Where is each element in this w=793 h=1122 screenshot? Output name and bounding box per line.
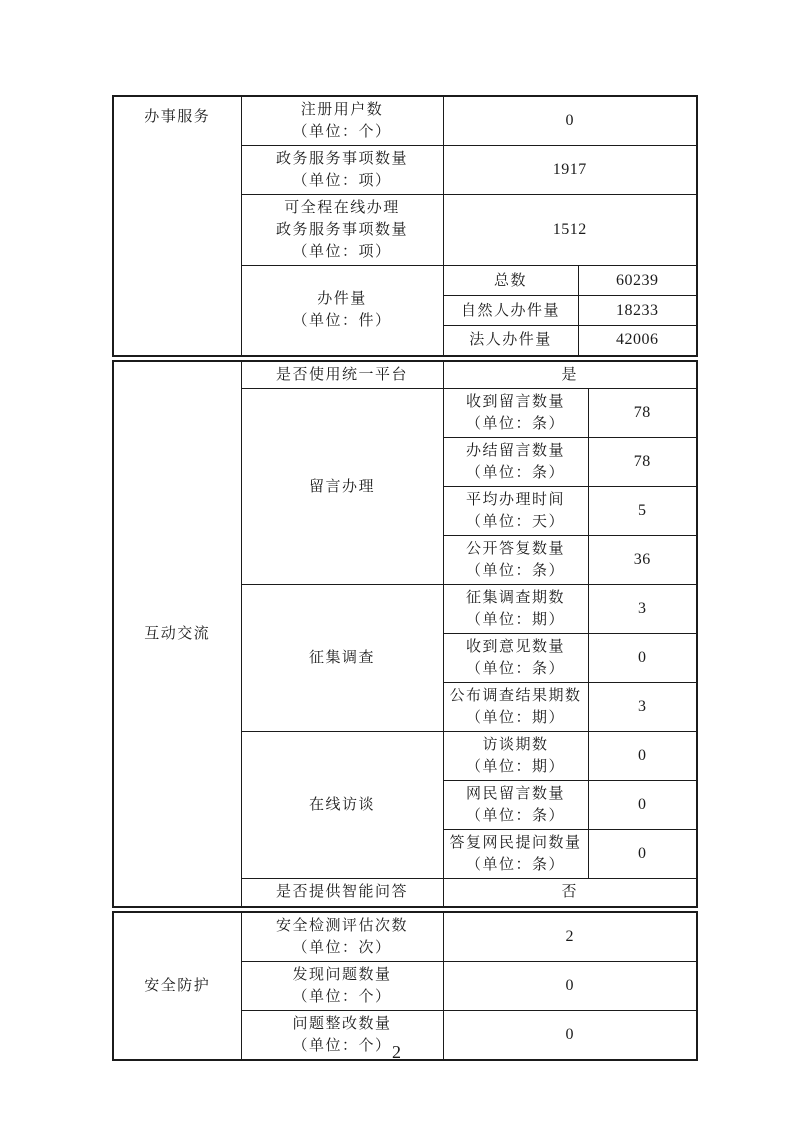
- metric-label-cell: [241, 961, 443, 1010]
- metric-label-cell: 征集调查: [241, 585, 443, 732]
- submetric-value-cell: 0: [588, 830, 697, 879]
- category-cell-security: [113, 912, 241, 1060]
- submetric-value-cell: 0: [588, 781, 697, 830]
- metric-label: 政务服务事项数量: [275, 151, 408, 167]
- submetric-unit: （单位：天）: [465, 514, 565, 530]
- metric-label-cell: 在线访谈: [241, 732, 443, 879]
- metric-label-cell: 是否使用统一平台: [241, 361, 443, 389]
- submetric-unit: （单位：条）: [465, 416, 565, 432]
- submetric-label-cell: [443, 732, 588, 781]
- metric-label-cell: [241, 146, 443, 195]
- submetric-label: 平均办理时间: [465, 492, 565, 508]
- metric-unit: （单位：个）: [292, 124, 392, 140]
- table-row: [113, 96, 697, 146]
- submetric-unit: （单位：条）: [465, 563, 565, 579]
- metric-value-cell: 2: [443, 912, 697, 962]
- submetric-unit: （单位：条）: [465, 661, 565, 677]
- category-label: 互动交流: [144, 625, 211, 642]
- submetric-label-cell: [443, 487, 588, 536]
- metric-label-cell: [241, 195, 443, 266]
- submetric-unit: （单位：条）: [465, 857, 565, 873]
- submetric-label: 访谈期数: [482, 737, 549, 753]
- metric-unit: （单位：项）: [292, 173, 392, 189]
- submetric-label: 收到留言数量: [465, 394, 565, 410]
- category-label: 办事服务: [144, 109, 211, 125]
- metric-label: 问题整改数量: [292, 1015, 392, 1032]
- submetric-value-cell: 0: [588, 634, 697, 683]
- submetric-value-cell: 3: [588, 683, 697, 732]
- submetric-value-cell: 60239: [578, 266, 697, 296]
- submetric-label: 网民留言数量: [465, 786, 565, 802]
- submetric-label: 公开答复数量: [465, 541, 565, 557]
- submetric-label-cell: [443, 781, 588, 830]
- submetric-label: 办结留言数量: [465, 443, 565, 459]
- metric-label-cell: [241, 266, 443, 356]
- submetric-label-cell: [443, 634, 588, 683]
- submetric-label-cell: [443, 389, 588, 438]
- submetric-unit: （单位：期）: [465, 710, 565, 726]
- metric-label: 可全程在线办理: [284, 200, 400, 216]
- metric-label-cell: 留言办理: [241, 389, 443, 585]
- metric-value-cell: 0: [443, 1010, 697, 1060]
- submetric-unit: （单位：期）: [465, 759, 565, 775]
- metric-unit: （单位：项）: [292, 244, 392, 260]
- metric-value-cell: 是: [443, 361, 697, 389]
- submetric-value-cell: 78: [588, 438, 697, 487]
- page-number: 2: [392, 1042, 401, 1062]
- submetric-label: 征集调查期数: [465, 590, 565, 606]
- metric-unit: （单位：个）: [292, 988, 392, 1005]
- submetric-value-cell: 36: [588, 536, 697, 585]
- metric-label-cell: [241, 912, 443, 962]
- metric-label: 注册用户数: [300, 102, 384, 118]
- metric-value-cell: 否: [443, 879, 697, 907]
- metric-label: 政务服务事项数量: [275, 222, 408, 238]
- submetric-unit: （单位：期）: [465, 612, 565, 628]
- submetric-label: 收到意见数量: [465, 639, 565, 655]
- submetric-label-cell: [443, 536, 588, 585]
- metric-value-cell: 1512: [443, 195, 697, 266]
- submetric-value-cell: 3: [588, 585, 697, 634]
- metric-label-cell: 是否提供智能问答: [241, 879, 443, 907]
- submetric-label-cell: 自然人办件量: [443, 296, 578, 326]
- metric-unit: （单位：个）: [292, 1037, 392, 1054]
- table-row: [113, 912, 697, 962]
- submetric-unit: （单位：条）: [465, 465, 565, 481]
- submetric-label-cell: 法人办件量: [443, 326, 578, 356]
- table-row: [113, 361, 697, 389]
- metric-value-cell: 0: [443, 961, 697, 1010]
- section-service-table: [112, 95, 698, 357]
- report-table-stack: [112, 95, 696, 1061]
- metric-value-cell: 1917: [443, 146, 697, 195]
- submetric-value-cell: 18233: [578, 296, 697, 326]
- submetric-label: 答复网民提问数量: [449, 835, 582, 851]
- category-cell-interaction: [113, 361, 241, 907]
- section-interaction-table: [112, 360, 698, 908]
- category-cell-service: [113, 96, 241, 356]
- metric-label: 办件量: [317, 291, 367, 308]
- submetric-label-cell: [443, 585, 588, 634]
- submetric-unit: （单位：条）: [465, 808, 565, 824]
- metric-unit: （单位：件）: [292, 313, 392, 330]
- submetric-value-cell: 42006: [578, 326, 697, 356]
- metric-label: 安全检测评估次数: [275, 917, 408, 934]
- submetric-label-cell: [443, 683, 588, 732]
- submetric-label: 公布调查结果期数: [449, 688, 582, 704]
- section-security-table: [112, 911, 698, 1061]
- submetric-value-cell: 5: [588, 487, 697, 536]
- metric-label-cell: [241, 96, 443, 146]
- category-label: 安全防护: [144, 977, 211, 994]
- submetric-label-cell: 总数: [443, 266, 578, 296]
- metric-unit: （单位：次）: [292, 939, 392, 956]
- metric-label: 发现问题数量: [292, 966, 392, 983]
- submetric-value-cell: 0: [588, 732, 697, 781]
- metric-value-cell: 0: [443, 96, 697, 146]
- submetric-label-cell: [443, 830, 588, 879]
- submetric-label-cell: [443, 438, 588, 487]
- submetric-value-cell: 78: [588, 389, 697, 438]
